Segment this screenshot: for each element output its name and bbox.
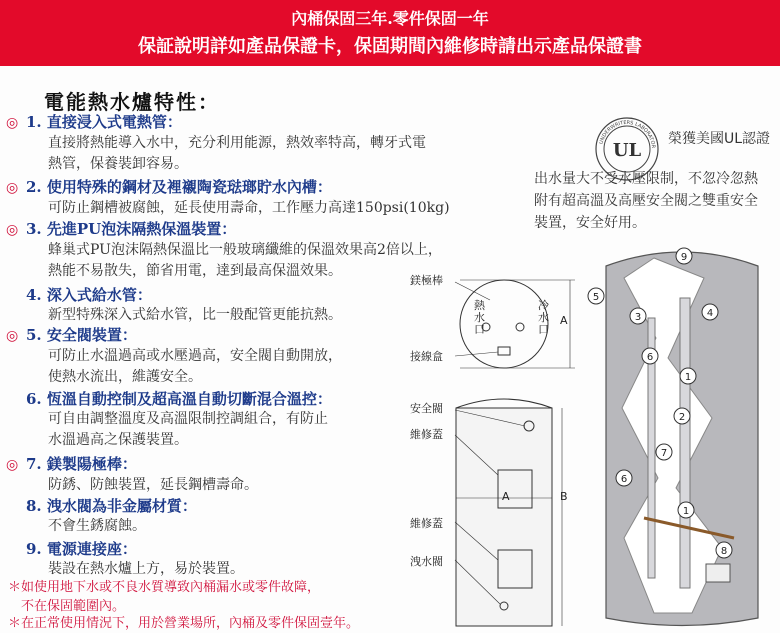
bullet-marker: ◎ [6,457,19,473]
anode-callout: 鎂極棒 [410,274,443,287]
side-dim-a: A [502,490,510,503]
feature-heading: 洩水閥為非金屬材質： [46,497,197,515]
feature-7: ◎ 7. 鎂製陽極棒： 防銹、防蝕裝置，延長鋼槽壽命。 [6,454,476,496]
footnote-2: ＊在正常使用情況下，用於營業場所，內桶及零件保固壹年。 [8,616,360,631]
feature-desc: 防銹、防蝕裝置，延長鋼槽壽命。 [48,477,258,493]
bullet-marker: ◎ [6,222,19,238]
side-view-dome [456,399,552,408]
feature-desc: 熱管，保養裝卸容易。 [48,156,188,172]
feature-4: 4. 深入式給水管： 新型特殊深入式給水管，比一般配管更能抗熱。 [6,285,476,326]
drain-valve-callout: 洩水閥 [410,555,443,568]
service-cover-callout-2: 維修蓋 [410,517,443,530]
hot-outlet-label: 熱水口 [474,299,485,336]
bullet-marker: ◎ [6,180,19,196]
cold-inlet-label: 冷水口 [538,299,549,336]
feature-6: 6. 恆溫自動控制及超高溫自動切斷混合溫控： 可自由調整溫度及高溫限制控調組合，有防止 水溫過高之保護裝置。 [6,389,476,451]
warranty-line-1: 內桶保固三年.零件保固一年 [291,9,489,28]
heater-cutaway-illustration [584,238,780,633]
feature-heading: 電源連接座： [46,540,137,558]
pressure-line: 附有超高溫及高壓安全閥之雙重安全 [534,193,758,209]
service-cover-callout: 維修蓋 [410,428,443,441]
feature-desc: 蜂巢式PU泡沫隔熱保溫比一般玻璃纖維的保溫效果高2倍以上， [48,242,442,258]
feature-desc: 水溫過高之保護裝置。 [48,432,188,448]
anode-rod [680,298,690,588]
feature-heading: 鎂製陽極棒： [46,455,137,473]
feature-8: 8. 洩水閥為非金屬材質： 不會生銹腐蝕。 [6,496,476,537]
feature-heading: 直接浸入式電熱管： [46,113,182,131]
side-view-body [456,408,552,626]
callout-2: 2 [678,412,686,423]
callout-1b: 1 [682,506,690,517]
callout-3: 3 [634,312,642,323]
page-title: 電能熱水爐特性： [44,90,220,114]
ul-certification-label: 榮獲美國UL認證 [668,131,771,147]
callout-7: 7 [660,448,668,459]
callout-6b: 6 [620,474,628,485]
feature-heading: 深入式給水管： [46,286,152,304]
feature-desc: 可自由調整溫度及高溫限制控調組合，有防止 [48,411,328,427]
footnote-1-cont: 不在保固範圍內。 [8,599,126,614]
callout-6: 6 [646,352,654,363]
feature-5: ◎ 5. 安全閥裝置： 可防止水溫過高或水壓過高，安全閥自動開放， 使熱水流出，維護安全。 [6,325,476,388]
feature-desc: 使熱水流出，維護安全。 [48,369,202,385]
safety-valve-callout: 安全閥 [410,402,443,415]
feature-desc: 可防止鋼槽被腐蝕，延長使用壽命，工作壓力高達150psi(10kg) [48,200,450,216]
warranty-line-2: 保証說明詳如產品保證卡，保固期間內維修時請出示產品保證書 [138,36,642,57]
feature-heading: 先進PU泡沫隔熱保溫裝置： [46,220,237,238]
cold-inlet-port [516,323,524,331]
feature-desc: 直接將熱能導入水中，充分利用能源，熱效率特高，轉牙式電 [48,135,426,151]
junction-box-outline [498,347,510,355]
feature-2: ◎ 2. 使用特殊的鋼材及裡襯陶瓷琺瑯貯水內槽： 可防止鋼槽被腐蝕，延長使用壽命，工作壓力高達150psi(10kg) [6,177,476,219]
side-dim-b: B [560,490,568,503]
feature-heading: 安全閥裝置： [46,326,137,344]
pressure-description [534,168,776,234]
feature-desc: 熱能不易散失，節省用電，達到最高保溫效果。 [48,263,342,279]
callout-5: 5 [592,292,600,303]
bullet-marker: ◎ [6,328,19,344]
feature-3: ◎ 3. 先進PU泡沫隔熱保溫裝置： 蜂巢式PU泡沫隔熱保溫比一般玻璃纖維的保溫效果高2倍以上， 熱能不易散失，節省用電，達到最高保溫效果。 [6,219,476,282]
pressure-line: 裝置，安全好用。 [534,215,646,231]
feature-desc: 不會生銹腐蝕。 [48,518,146,534]
warranty-banner [0,0,780,66]
feature-heading: 使用特殊的鋼材及裡襯陶瓷琺瑯貯水內槽： [46,178,332,196]
pressure-line: 出水量大不受水壓限制，不忽冷忽熱 [534,171,758,187]
feature-desc: 新型特殊深入式給水管，比一般配管更能抗熱。 [48,307,342,323]
ul-logo-text: UL [612,140,642,161]
callout-8: 8 [720,546,728,557]
junction-box-callout: 接線盒 [410,350,443,363]
feature-desc: 裝設在熱水爐上方，易於裝置。 [48,561,244,577]
feature-9: 9. 電源連接座： 裝設在熱水爐上方，易於裝置。 [6,539,476,580]
feature-1: ◎ 1. 直接浸入式電熱管： 直接將熱能導入水中，充分利用能源，熱效率特高，轉牙式電 熱管，保養裝卸容易。 [6,112,476,175]
drain-valve [706,564,730,582]
footnote-1: ＊如使用地下水或不良水質導致內桶漏水或零件故障， [8,580,321,595]
callout-9: 9 [680,252,688,263]
bullet-marker: ◎ [6,115,19,131]
feature-heading: 恆溫自動控制及超高溫自動切斷混合溫控： [46,390,332,408]
callout-4: 4 [706,308,714,319]
callout-1a: 1 [684,372,692,383]
ul-seal-text: UNDERWRITERS LABORATOR [598,119,657,149]
feature-desc: 可防止水溫過高或水壓過高，安全閥自動開放， [48,348,342,364]
top-dim-a: A [560,314,568,327]
